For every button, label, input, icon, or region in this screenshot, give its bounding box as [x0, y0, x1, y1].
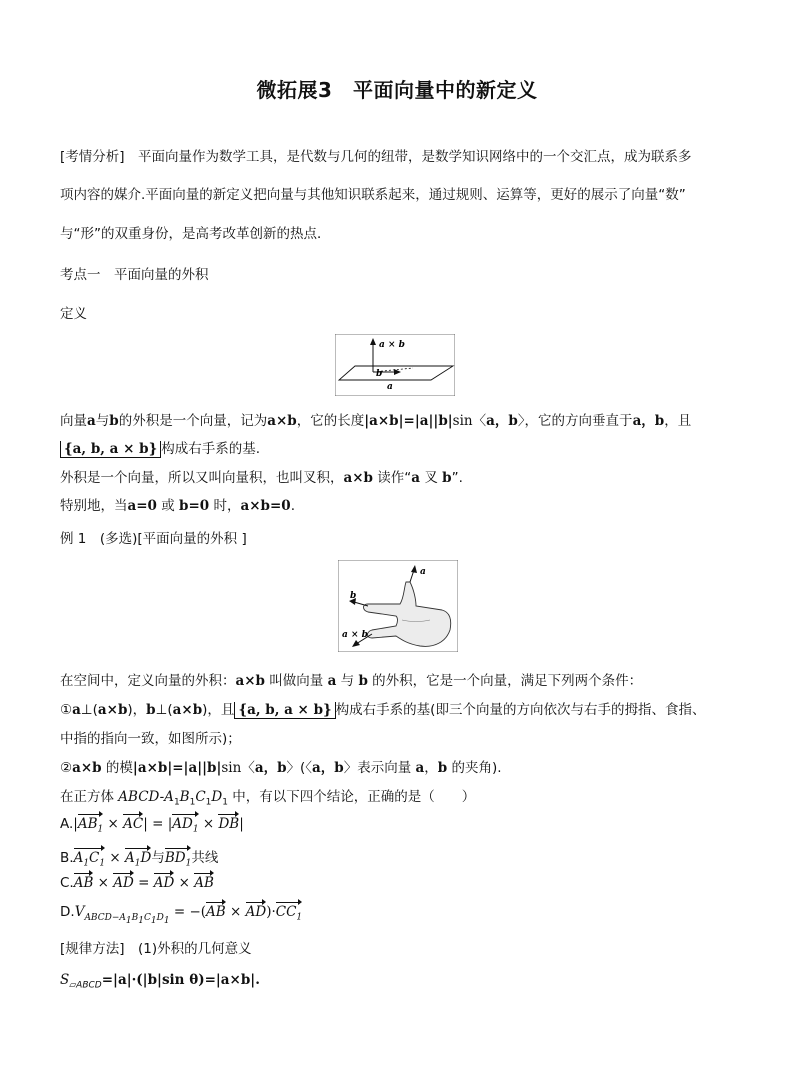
vector-b: b	[146, 702, 156, 718]
cross-zero: a×b=0	[240, 498, 291, 514]
subscript: 1	[222, 797, 228, 808]
formula-subscript: ▱ABCD	[69, 980, 102, 991]
magnitude-expr: |a×b|=|a||b|	[364, 413, 453, 429]
text: 叫做向量	[265, 673, 328, 689]
subscript: 1	[173, 797, 180, 808]
text: 共线	[191, 850, 219, 866]
vector-b: b	[437, 760, 448, 776]
vector-b: b	[109, 413, 119, 429]
method-label: [规律方法] (1)外积的几何意义	[60, 941, 252, 957]
fig1-axb-label: a × b	[379, 340, 405, 350]
cube-name: D	[211, 789, 223, 805]
text: 的夹角).	[447, 760, 502, 776]
cross-expr: a×b	[172, 702, 203, 718]
text: 构成右手系的基.	[161, 441, 261, 457]
cross-expr: a×b	[267, 413, 297, 429]
definition-label: 定义	[60, 306, 87, 322]
fig1-a-label: a	[387, 382, 393, 392]
vector-a: a	[87, 413, 96, 429]
magnitude-expr: |a×b|=|a||b|	[132, 760, 222, 776]
option-letter: D.	[60, 904, 75, 920]
fig2-b-label: b	[350, 591, 357, 601]
vector-a: a	[411, 470, 421, 486]
vector-a: a	[327, 673, 337, 689]
formula-symbol: S	[60, 972, 70, 988]
text: 的模	[101, 760, 133, 776]
angle-expr: a，b	[312, 760, 344, 776]
example-line-3: 中指的指向一致，如图所示)；	[60, 731, 241, 747]
option-a: $A.|AB_1 \times AC| = |AD_1 \times DB|$	[60, 816, 244, 835]
fig1-b-label: b	[376, 369, 383, 379]
text: 向量	[60, 413, 87, 429]
text: 与	[336, 673, 359, 689]
right-hand-rule-figure	[338, 560, 458, 652]
text: ①	[60, 702, 73, 718]
subscript: 1	[189, 797, 196, 808]
cross-expr: a×b	[97, 702, 128, 718]
definition-line-2	[60, 437, 260, 457]
option-letter: C.	[60, 875, 74, 891]
text: 〉表示向量	[343, 760, 416, 776]
definition-line-1	[60, 409, 691, 429]
text: 〉，它的方向垂直于	[517, 413, 633, 429]
intro-line-2: 项内容的媒介.平面向量的新定义把向量与其他知识联系起来，通过规则、运算等，更好的展示了向量“数”	[60, 187, 686, 203]
sin-expr: sin〈	[452, 413, 487, 429]
cube-name: B	[179, 789, 190, 805]
text: 的外积是一个向量，记为	[118, 413, 268, 429]
angle-expr: a，b	[486, 413, 518, 429]
text: ⊥(	[80, 702, 98, 718]
option-letter: B.	[60, 850, 74, 866]
text: 外积是一个向量，所以又叫向量积，也叫叉积，	[60, 470, 344, 486]
vector-a: a	[415, 760, 425, 776]
sin-expr: sin〈	[221, 760, 255, 776]
cube-name: C	[195, 789, 206, 805]
text: 在空间中，定义向量的外积：	[60, 673, 236, 689]
a-zero: a=0	[127, 498, 157, 514]
example-line-5	[60, 785, 475, 808]
basis-set: {a, b, a × b}	[60, 441, 161, 458]
vectors-ab: a，b	[632, 413, 665, 429]
basis-set: {a, b, a × b}	[234, 702, 335, 719]
option-d: $D.V_{ABCD-A_1B_1C_1D_1} = -(AB \times AD)\cdot CC_1$	[60, 904, 303, 926]
text: 或	[156, 498, 180, 514]
subscript: 1	[205, 797, 212, 808]
vector-b: b	[358, 673, 368, 689]
option-letter: A.	[60, 816, 74, 832]
text: 的外积，它是一个向量，满足下列两个条件：	[367, 673, 643, 689]
option-c: C.AB × AD = AD × AB	[60, 875, 214, 891]
option-b: $B.A_1C_1 \times A_1D$与$BD_1$共线	[60, 850, 219, 869]
text: )，且	[202, 702, 235, 718]
vector-a: a	[72, 702, 81, 718]
example-line-1	[60, 669, 642, 689]
text: 与	[95, 413, 110, 429]
text: 〉(〈	[286, 760, 313, 776]
text: ，且	[664, 413, 692, 429]
text: 特别地，当	[60, 498, 128, 514]
formula-body: =|a|·(|b|sin θ)=|a×b|.	[101, 972, 260, 988]
text: 读作“	[373, 470, 412, 486]
text: )，	[127, 702, 147, 718]
vector-b: b	[442, 470, 452, 486]
cube-name: ABCD-A	[118, 789, 174, 805]
fig2-axb-label: a × b	[342, 630, 368, 640]
cross-expr: a×b	[235, 673, 265, 689]
intro-line-1: [考情分析] 平面向量作为数学工具，是代数与几何的纽带，是数学知识网络中的一个交汇点，成为联系多	[60, 149, 692, 165]
example-1-label: 例 1 (多选)[平面向量的外积 ]	[60, 531, 247, 547]
cross-expr: a×b	[72, 760, 102, 776]
text: .	[290, 498, 295, 514]
b-zero: b=0	[179, 498, 210, 514]
definition-line-4	[60, 494, 295, 514]
cross-expr: a×b	[343, 470, 373, 486]
angle-expr: a，b	[254, 760, 287, 776]
fig2-a-label: a	[420, 567, 426, 577]
text: 与	[151, 850, 165, 866]
text: 时，	[209, 498, 241, 514]
text: 在正方体	[60, 789, 119, 805]
text: ，它的长度	[296, 413, 365, 429]
text: 中，有以下四个结论，正确的是（ ）	[227, 789, 476, 805]
text: ，	[424, 760, 438, 776]
text: 叉	[420, 470, 443, 486]
text: 构成右手系的基(即三个向量的方向依次与右手的拇指、食指、	[335, 702, 706, 718]
text: ②	[60, 760, 73, 776]
text: ⊥(	[155, 702, 173, 718]
page-title: 微拓展3 平面向量中的新定义	[256, 78, 538, 102]
example-line-2	[60, 698, 705, 718]
section-heading: 考点一 平面向量的外积	[60, 267, 209, 283]
cross-product-plane-figure	[335, 334, 455, 396]
area-formula	[60, 972, 260, 991]
example-line-4	[60, 756, 502, 776]
definition-line-3	[60, 466, 463, 486]
intro-line-3: 与“形”的双重身份，是高考改革创新的热点．	[60, 226, 331, 242]
text: ”.	[451, 470, 463, 486]
